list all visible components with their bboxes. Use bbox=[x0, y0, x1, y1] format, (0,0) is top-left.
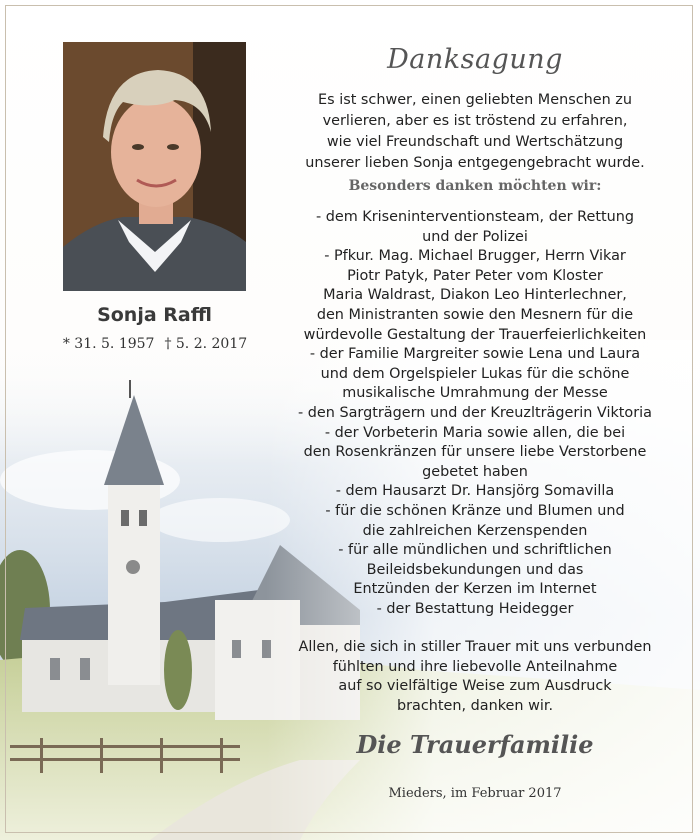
thanks-line: Maria Waldrast, Diakon Leo Hinterlechner, bbox=[323, 287, 627, 304]
death-date: † 5. 2. 2017 bbox=[164, 336, 248, 352]
thanks-line: - dem Hausarzt Dr. Hansjörg Somavilla bbox=[335, 483, 615, 500]
thanks-line: - der Vorbeterin Maria sowie allen, die bei bbox=[324, 424, 626, 441]
thanks-line: und dem Orgelspieler Lukas für die schöne bbox=[320, 365, 630, 382]
intro-paragraph bbox=[275, 90, 675, 174]
intro-line: wie viel Freundschaft und Wertschätzung bbox=[326, 134, 624, 150]
portrait-photo bbox=[63, 42, 246, 291]
intro-line: unserer lieben Sonja entgegengebracht wurde. bbox=[305, 155, 645, 171]
closing-line: brachten, danken wir. bbox=[396, 697, 554, 714]
closing-line: auf so vielfältige Weise zum Ausdruck bbox=[338, 678, 612, 695]
intro-line: verlieren, aber es ist tröstend zu erfahren, bbox=[322, 113, 628, 129]
thanks-line: - der Bestattung Heidegger bbox=[376, 600, 574, 617]
intro-line: Es ist schwer, einen geliebten Menschen zu bbox=[318, 92, 632, 108]
thanks-line: würdevolle Gestaltung der Trauerfeierlichkeiten bbox=[303, 326, 647, 343]
place-date: Mieders, im Februar 2017 bbox=[388, 786, 562, 801]
thanks-line: Entzünden der Kerzen im Internet bbox=[353, 581, 597, 598]
thanks-line: - für alle mündlichen und schriftlichen bbox=[338, 542, 612, 559]
thanks-line: - Pfkur. Mag. Michael Brugger, Herrn Vikar bbox=[324, 248, 626, 265]
thanks-line: - für die schönen Kränze und Blumen und bbox=[325, 502, 625, 519]
thanks-line: musikalische Umrahmung der Messe bbox=[342, 385, 608, 402]
deceased-name: Sonja Raffl bbox=[97, 304, 212, 326]
closing-paragraph bbox=[275, 638, 675, 716]
thanks-line: den Ministranten sowie den Mesnern für die bbox=[316, 306, 634, 323]
thanks-line: und der Polizei bbox=[422, 228, 528, 245]
family-signature: Die Trauerfamilie bbox=[356, 730, 594, 759]
thanks-line: den Rosenkränzen für unsere liebe Verstorbene bbox=[303, 444, 647, 461]
thanks-line: die zahlreichen Kerzenspenden bbox=[362, 522, 588, 539]
thanks-line: Piotr Patyk, Pater Peter vom Kloster bbox=[347, 267, 603, 284]
life-dates bbox=[40, 336, 270, 352]
thanks-line: - der Familie Margreiter sowie Lena und Laura bbox=[309, 346, 641, 363]
thanks-line: Beileidsbekundungen und das bbox=[366, 561, 584, 578]
closing-line: fühlten und ihre liebevolle Anteilnahme bbox=[332, 658, 618, 675]
thanks-list bbox=[275, 208, 675, 619]
heading-danksagung: Danksagung bbox=[387, 44, 563, 75]
thanks-line: gebetet haben bbox=[422, 463, 528, 480]
subheading: Besonders danken möchten wir: bbox=[348, 178, 602, 194]
thanks-line: - dem Kriseninterventionsteam, der Rettung bbox=[315, 209, 635, 225]
closing-line: Allen, die sich in stiller Trauer mit uns verbunden bbox=[298, 639, 652, 655]
birth-date: * 31. 5. 1957 bbox=[62, 336, 155, 352]
thanks-line: - den Sargträgern und der Kreuzlträgerin Viktoria bbox=[298, 404, 652, 421]
